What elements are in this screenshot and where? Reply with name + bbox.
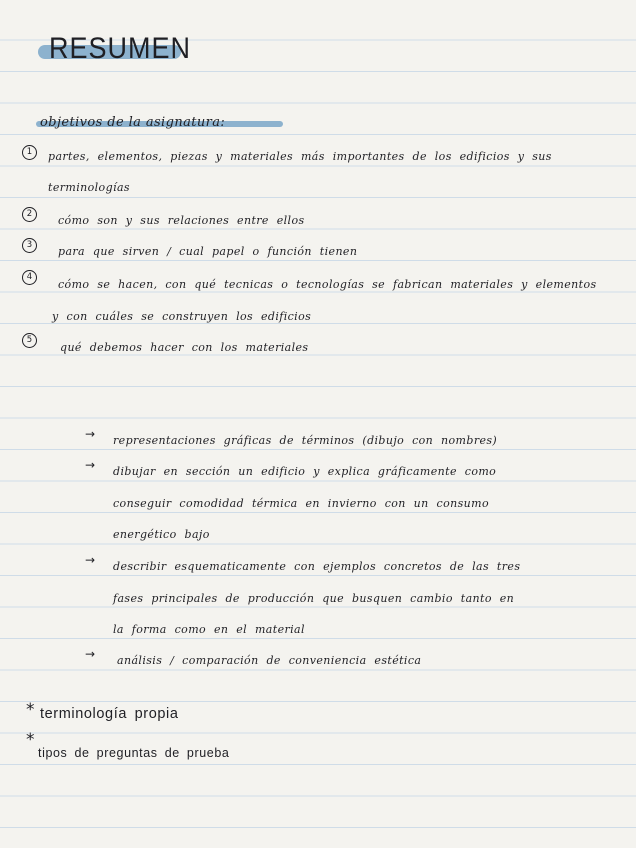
task-4-line-1: análisis / comparación de conveniencia estética [117,654,422,667]
objectives-heading: objetivos de la asignatura: [40,115,226,130]
number-badge-1: 1 [22,145,37,160]
page-title: RESUMEN [49,32,192,65]
objective-3-line-1: para que sirven / cual papel o función tienen [58,245,358,258]
arrow-icon: → [85,647,96,661]
number-badge-3: 3 [22,238,37,253]
objective-4-line-1: cómo se hacen, con qué tecnicas o tecnologías se fabrican materiales y elementos [58,278,597,291]
number-badge-2: 2 [22,207,37,222]
task-2-line-2: conseguir comodidad térmica en invierno con un consumo [113,497,489,510]
objective-2-line-1: cómo son y sus relaciones entre ellos [58,214,305,227]
task-1-line-1: representaciones gráficas de términos (dibujo con nombres) [113,434,498,447]
arrow-icon: → [85,553,96,567]
task-3-line-1: describir esquematicamente con ejemplos concretos de las tres [113,560,521,573]
number-badge-4: 4 [22,270,37,285]
task-3-line-2: fases principales de producción que busquen cambio tanto en [113,592,515,605]
objective-5-line-1: qué debemos hacer con los materiales [60,341,309,354]
task-2-line-3: energético bajo [113,528,210,541]
note-terminology: terminología propia [40,706,179,722]
objective-1-line-1: partes, elementos, piezas y materiales más importantes de los edificios y sus [48,150,552,163]
number-badge-5: 5 [22,333,37,348]
asterisk-icon: * [26,700,35,720]
asterisk-icon: * [26,730,35,750]
objective-1-line-2: terminologías [48,181,130,194]
arrow-icon: → [85,458,96,472]
task-3-line-3: la forma como en el material [113,623,305,636]
task-2-line-1: dibujar en sección un edificio y explica gráficamente como [113,465,497,478]
arrow-icon: → [85,427,96,441]
objective-4-line-2: y con cuáles se construyen los edificios [52,310,312,323]
note-question-types: tipos de preguntas de prueba [38,746,230,760]
